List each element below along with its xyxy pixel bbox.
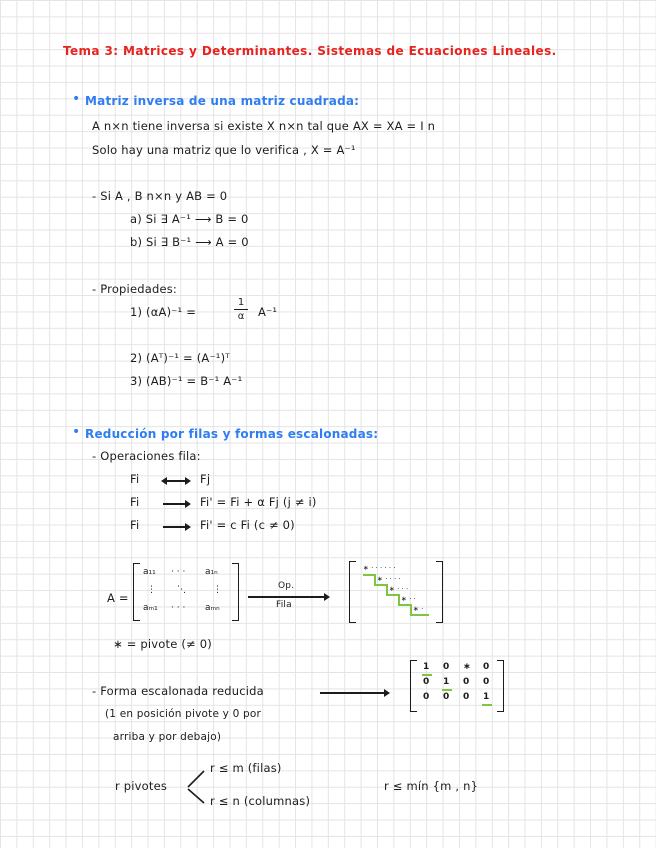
matrix-vdots: ⋮ — [147, 585, 156, 595]
rref-entry: 0 — [443, 692, 450, 702]
arrow-right-icon — [163, 526, 189, 528]
bullet-icon: • — [72, 424, 81, 440]
matrix-entry: aₘₙ — [205, 603, 220, 613]
arrow-label-fila: Fila — [276, 600, 292, 610]
inverse-uniqueness: Solo hay una matriz que lo verifica , X = A⁻¹ — [92, 143, 356, 157]
right-bracket — [497, 660, 504, 712]
left-bracket — [133, 563, 140, 621]
zero-product-case-b: b) Si ∃ B⁻¹ ⟶ A = 0 — [130, 235, 249, 249]
rref-entry: 0 — [423, 692, 430, 702]
row-operations-label: - Operaciones fila: — [92, 449, 201, 463]
arrow-right-icon — [163, 503, 189, 505]
rref-entry: 0 — [463, 692, 470, 702]
rref-entry: 0 — [443, 662, 450, 672]
echelon-row: ∗ · · · — [389, 585, 409, 593]
section-heading-inverse: Matriz inversa de una matriz cuadrada: — [85, 94, 360, 108]
property-3: 3) (AB)⁻¹ = B⁻¹ A⁻¹ — [130, 374, 243, 388]
pivot-underline — [442, 689, 452, 691]
echelon-row: ∗ · · — [401, 595, 416, 603]
inverse-definition: A n×n tiene inversa si existe X n×n tal que AX = XA = I n — [92, 119, 436, 133]
rank-bound-columns: r ≤ n (columnas) — [210, 794, 311, 808]
rank-pivots-label: r pivotes — [115, 779, 168, 793]
left-bracket — [410, 660, 417, 712]
echelon-row: ∗ · — [413, 605, 424, 613]
branch-lines-icon — [186, 767, 206, 807]
matrix-dots: · · · — [171, 603, 186, 613]
property-1-lhs: 1) (αA)⁻¹ = — [130, 305, 197, 319]
rref-entry: 0 — [463, 677, 470, 687]
pivot-underline — [482, 704, 492, 706]
property-2: 2) (Aᵀ)⁻¹ = (A⁻¹)ᵀ — [130, 351, 230, 365]
property-1-rhs: A⁻¹ — [258, 305, 278, 319]
rref-entry: 0 — [423, 677, 430, 687]
bullet-icon: • — [72, 91, 81, 107]
op1-left: Fi — [130, 472, 140, 486]
matrix-a-label: A = — [107, 591, 129, 605]
pivot-note: ∗ = pivote (≠ 0) — [113, 637, 212, 651]
fraction-denominator: α — [237, 311, 245, 322]
rank-bound-rows: r ≤ m (filas) — [210, 761, 282, 775]
right-bracket — [232, 563, 239, 621]
arrow-label-op: Op. — [278, 581, 295, 591]
fraction-numerator: 1 — [237, 297, 245, 308]
zero-product-case-a: a) Si ∃ A⁻¹ ⟶ B = 0 — [130, 212, 249, 226]
rref-entry: 1 — [483, 692, 490, 702]
rref-label: - Forma escalonada reducida — [92, 684, 264, 698]
rref-entry: ∗ — [463, 662, 471, 672]
matrix-vdots: ⋮ — [213, 585, 222, 595]
rref-matrix — [410, 660, 504, 712]
echelon-matrix — [349, 561, 443, 623]
rref-note-2: arriba y por debajo) — [113, 731, 222, 743]
echelon-row: ∗ · · · · — [377, 575, 401, 583]
rref-entry: 1 — [443, 677, 450, 687]
matrix-entry: a₁ₙ — [205, 567, 218, 577]
op2-right: Fi' = Fi + α Fj (j ≠ i) — [200, 495, 317, 509]
pivot-underline — [422, 674, 432, 676]
section-heading-row-reduction: Reducción por filas y formas escalonadas: — [85, 427, 379, 441]
matrix-entry: a₁₁ — [143, 567, 156, 577]
op1-right: Fj — [200, 472, 211, 486]
matrix-a — [133, 563, 239, 621]
arrow-right-icon — [320, 692, 388, 694]
rref-entry: 0 — [483, 662, 490, 672]
property-1-fraction — [234, 297, 248, 322]
matrix-dots: · · · — [171, 567, 186, 577]
fraction-bar — [234, 309, 248, 310]
matrix-ddots: ⋱ — [177, 585, 186, 595]
rank-bound-min: r ≤ mín {m , n} — [384, 779, 479, 793]
properties-label: - Propiedades: — [92, 282, 178, 296]
rref-entry: 1 — [423, 662, 430, 672]
op3-left: Fi — [130, 518, 140, 532]
echelon-row: ∗ · · · · · · — [363, 564, 396, 572]
rref-note-1: (1 en posición pivote y 0 por — [105, 708, 262, 720]
rref-entry: 0 — [483, 677, 490, 687]
op3-right: Fi' = c Fi (c ≠ 0) — [200, 518, 295, 532]
arrow-right-icon — [248, 596, 328, 598]
zero-product-condition: - Si A , B n×n y AB = 0 — [92, 189, 228, 203]
page-title: Tema 3: Matrices y Determinantes. Sistemas de Ecuaciones Lineales. — [63, 44, 557, 58]
op2-left: Fi — [130, 495, 140, 509]
matrix-entry: aₘ₁ — [143, 603, 158, 613]
swap-arrow-icon — [163, 480, 189, 482]
